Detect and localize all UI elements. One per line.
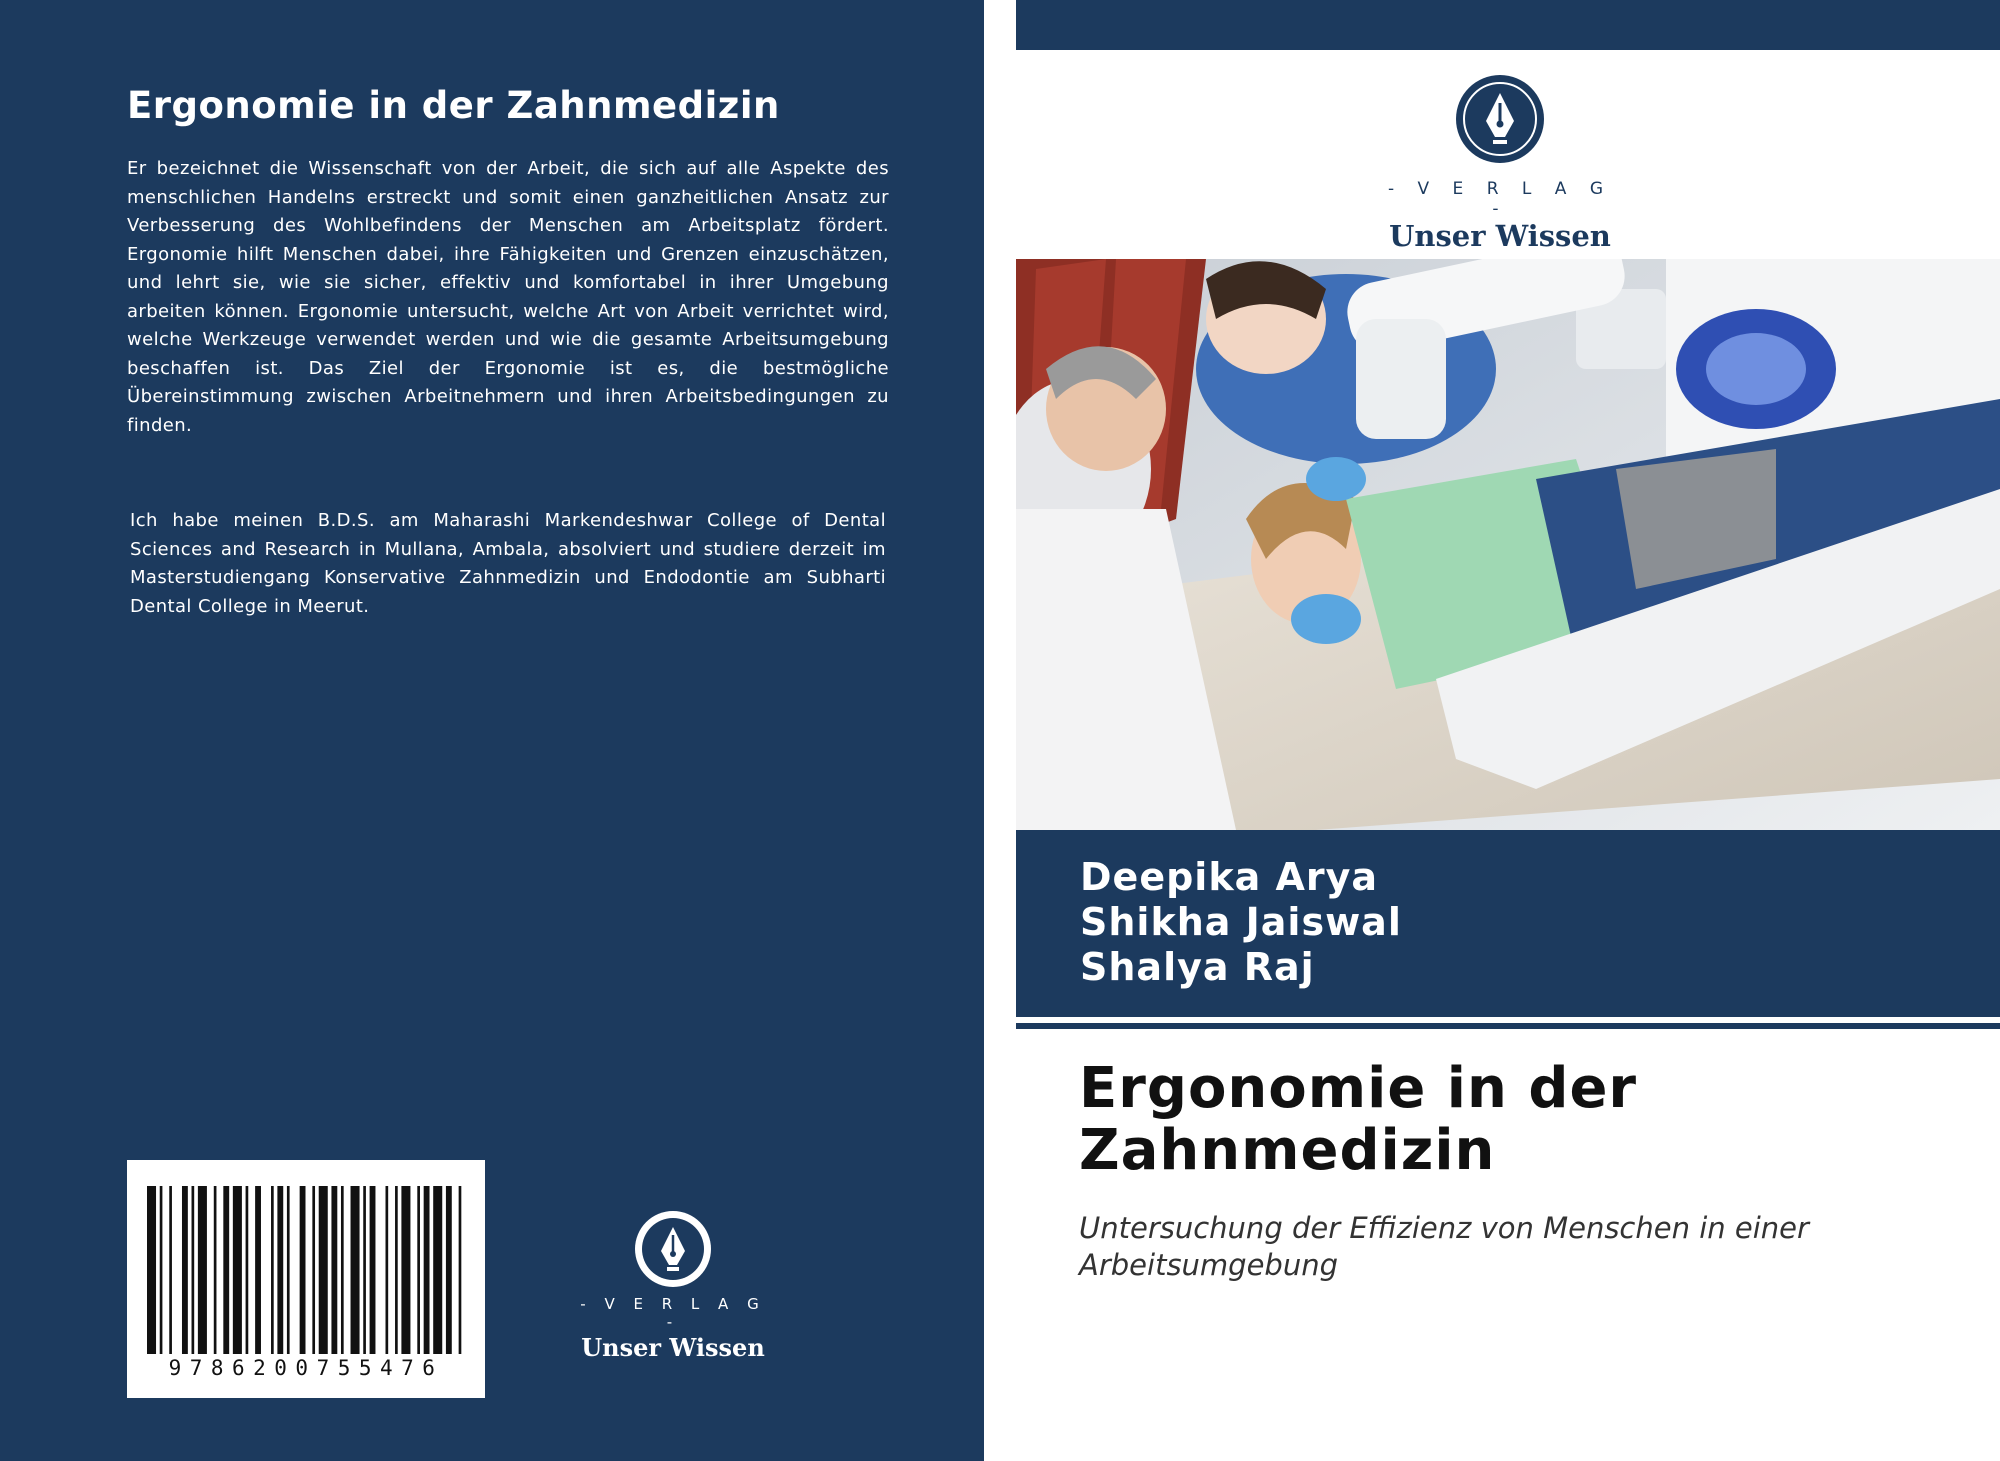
publisher-brand-name: Unser Wissen: [581, 1333, 765, 1362]
isbn-digits: 9786200755476: [168, 1356, 444, 1380]
barcode-icon: [147, 1186, 465, 1354]
front-cover-subtitle: Untersuchung der Effizienz von Menschen in einer Arbeitsumgebung: [1079, 1211, 1809, 1282]
cover-photo-dentist-patient: [1016, 259, 2000, 830]
publisher-logo-back: [575, 1209, 771, 1362]
publisher-verlag-label: - V E R L A G -: [580, 1295, 766, 1331]
publisher-brand-name: Unser Wissen: [1389, 219, 1611, 253]
title-line-2: Zahnmedizin: [1079, 1118, 1496, 1183]
top-color-bar: [1016, 0, 2000, 50]
author-name: Deepika Arya: [1080, 855, 1379, 899]
fountain-pen-nib-emblem-icon: [1454, 73, 1546, 165]
barcode: [127, 1160, 485, 1398]
back-cover: [0, 0, 984, 1461]
author-name: Shikha Jaiswal: [1080, 900, 1402, 944]
front-cover-title: [1079, 1058, 1959, 1182]
fountain-pen-nib-emblem-icon: [633, 1209, 713, 1289]
back-cover-title: Ergonomie in der Zahnmedizin: [127, 84, 780, 127]
divider-rule: [1016, 1023, 2000, 1029]
authors-band: [1016, 830, 2000, 1017]
author-bio: Ich habe meinen B.D.S. am Maharashi Markendeshwar College of Dental Sciences and Research in Mullana, Ambala, absolviert und studiere derzeit im Masterstudiengang Konservative Zahnmedizin und Endodontie am Subharti Dental College in Meerut.: [130, 510, 886, 617]
back-cover-blurb: Er bezeichnet die Wissenschaft von der Arbeit, die sich auf alle Aspekte des menschlichen Handelns erstreckt und somit einen ganzheitlichen Ansatz zur Verbesserung des Wohlbefindens der Menschen am Arbeitsplatz fördert. Ergonomie hilft Menschen dabei, ihre Fähigkeiten und Grenzen einzuschätzen, und lehrt sie, wie sie sicher, effektiv und komfortabel in ihrer Umgebung arbeiten können. Ergonomie untersucht, welche Art von Arbeit verrichtet wird, welche Werkzeuge verwendet werden und wie die gesamte Arbeitsumgebung beschaffen ist. Das Ziel der Ergonomie ist es, die bestmögliche Übereinstimmung zwischen Arbeitnehmern und ihren Arbeitsbedingungen zu finden.: [127, 158, 889, 436]
publisher-verlag-label: - V E R L A G -: [1387, 179, 1612, 219]
title-line-1: Ergonomie in der: [1079, 1056, 1638, 1121]
author-name: Shalya Raj: [1080, 945, 1315, 989]
publisher-logo-front: [1380, 73, 1620, 253]
